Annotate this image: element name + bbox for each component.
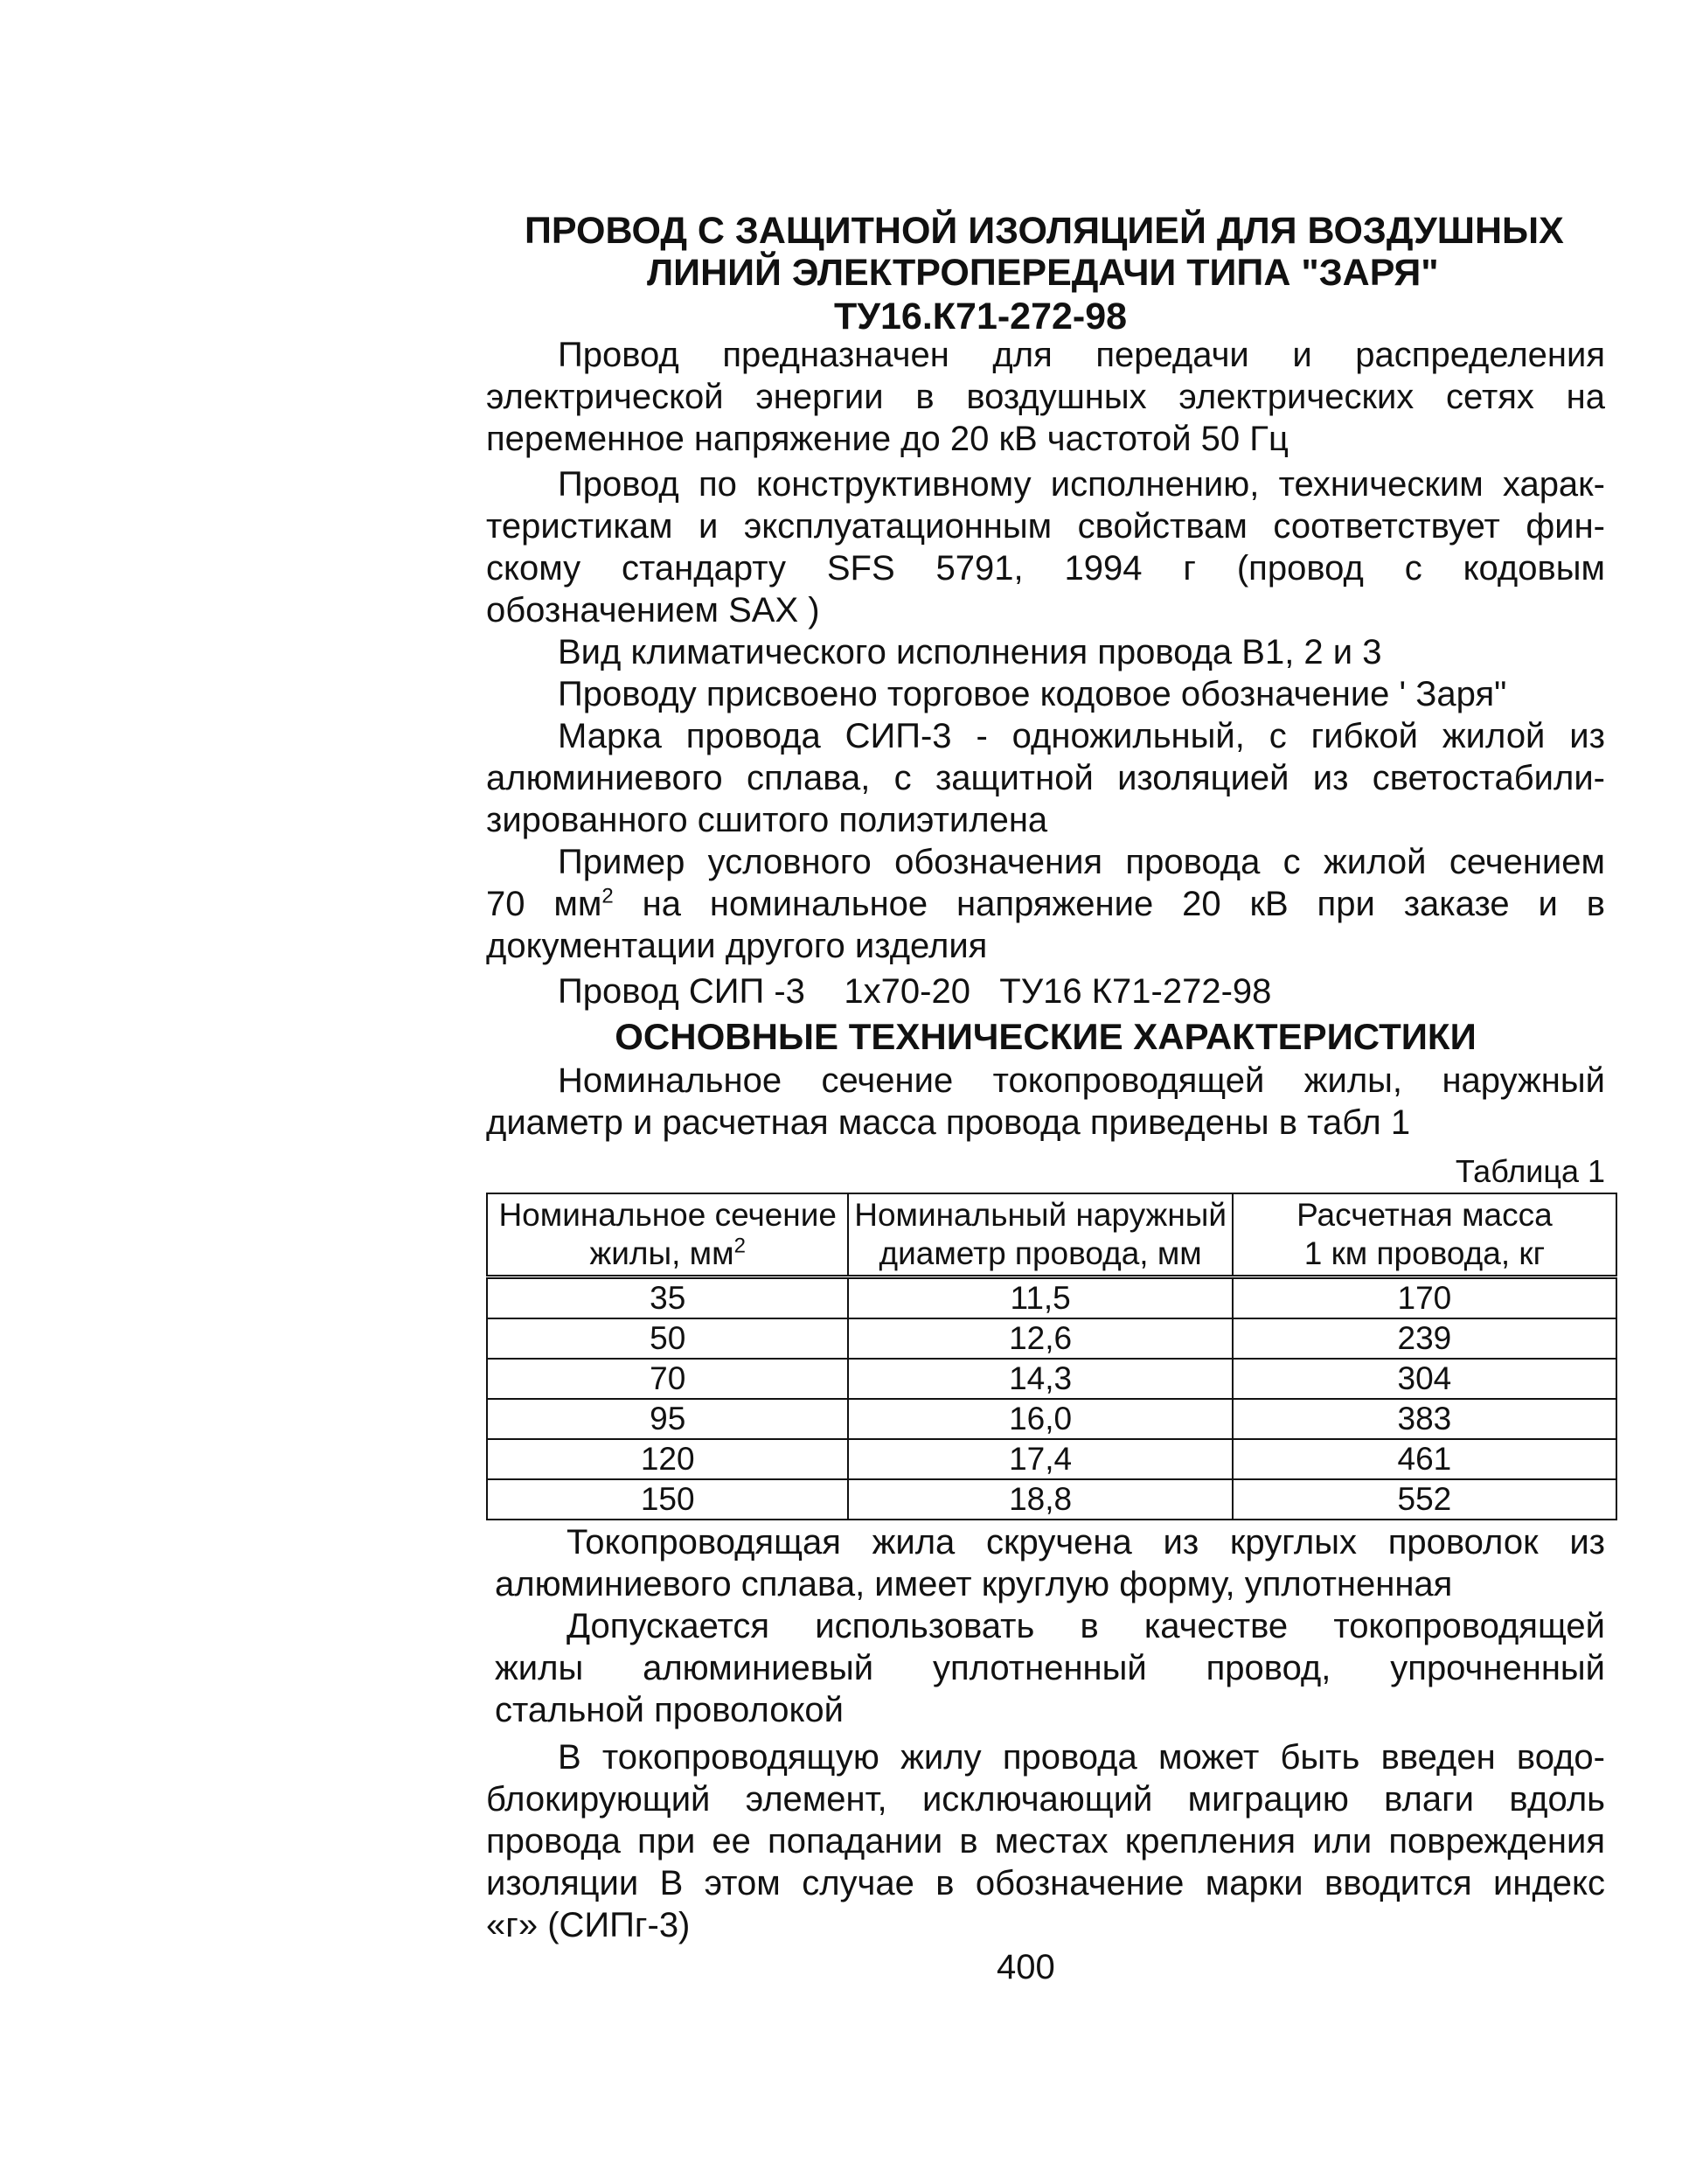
text-line: Пример условного обозначения провода с жилой сечением bbox=[558, 843, 1605, 881]
paragraph-water-blocking bbox=[486, 1736, 1605, 1946]
table-row bbox=[487, 1318, 1616, 1359]
text-line bbox=[486, 883, 1605, 925]
cell-cross-section: 35 bbox=[487, 1277, 848, 1319]
page-number: 400 bbox=[997, 1948, 1055, 1986]
text-line: зированного сшитого полиэтилена bbox=[486, 801, 1048, 839]
text-fragment: 70 мм bbox=[486, 885, 602, 923]
cell-cross-section: 50 bbox=[487, 1318, 848, 1359]
table-row bbox=[487, 1277, 1616, 1319]
cell-outer-diameter: 16,0 bbox=[848, 1399, 1232, 1439]
text-line: В токопроводящую жилу провода может быть введен водо- bbox=[558, 1738, 1605, 1777]
title-line-1: ПРОВОД С ЗАЩИТНОЙ ИЗОЛЯЦИЕЙ ДЛЯ ВОЗДУШНЫХ bbox=[525, 210, 1564, 252]
header-text: Номинальное сечение bbox=[498, 1197, 837, 1233]
cell-mass: 239 bbox=[1233, 1318, 1616, 1359]
cell-mass: 170 bbox=[1233, 1277, 1616, 1319]
header-text: диаметр провода, мм bbox=[879, 1235, 1202, 1271]
cell-cross-section: 70 bbox=[487, 1359, 848, 1399]
header-cross-section bbox=[487, 1193, 848, 1277]
header-text: жилы, мм bbox=[589, 1235, 734, 1271]
text-line: изоляции В этом случае в обозначение марки вводится индекс bbox=[486, 1864, 1605, 1902]
table-caption: Таблица 1 bbox=[1455, 1153, 1605, 1189]
text-fragment: на номинальное напряжение 20 кВ при заказе и в bbox=[613, 885, 1605, 923]
cell-outer-diameter: 14,3 bbox=[848, 1359, 1232, 1399]
paragraph-purpose bbox=[486, 334, 1605, 460]
text-line: теристикам и эксплуатационным свойствам соответствует фин- bbox=[486, 507, 1605, 546]
cell-cross-section: 150 bbox=[487, 1479, 848, 1520]
cell-cross-section: 120 bbox=[487, 1439, 848, 1479]
text-line: обозначением SAX ) bbox=[486, 591, 820, 629]
paragraph-brand bbox=[486, 715, 1605, 841]
table-row bbox=[487, 1479, 1616, 1520]
paragraph-trade-name: Проводу присвоено торговое кодовое обозначение ' Заря" bbox=[558, 675, 1507, 713]
cell-outer-diameter: 11,5 bbox=[848, 1277, 1232, 1319]
table-row bbox=[487, 1439, 1616, 1479]
cell-mass: 552 bbox=[1233, 1479, 1616, 1520]
header-text: Расчетная масса bbox=[1296, 1197, 1553, 1233]
text-line: «г» (СИПг-3) bbox=[486, 1906, 691, 1944]
cell-mass: 461 bbox=[1233, 1439, 1616, 1479]
text-line: алюминиевого сплава, имеет круглую форму, уплотненная bbox=[495, 1565, 1453, 1603]
table-row bbox=[487, 1359, 1616, 1399]
header-mass bbox=[1233, 1193, 1616, 1277]
cell-mass: 383 bbox=[1233, 1399, 1616, 1439]
text-line: скому стандарту SFS 5791, 1994 г (провод с кодовым bbox=[486, 549, 1605, 588]
text-line: диаметр и расчетная масса провода приведены в табл 1 bbox=[486, 1103, 1411, 1142]
text-line: стальной проволокой bbox=[495, 1691, 844, 1729]
cell-cross-section: 95 bbox=[487, 1399, 848, 1439]
text-line: Провод предназначен для передачи и распределения bbox=[558, 336, 1605, 374]
cell-outer-diameter: 12,6 bbox=[848, 1318, 1232, 1359]
text-line: Провод по конструктивному исполнению, техническим харак- bbox=[558, 465, 1605, 504]
text-line: жилы алюминиевый уплотненный провод, упрочненный bbox=[495, 1649, 1605, 1687]
cell-outer-diameter: 18,8 bbox=[848, 1479, 1232, 1520]
text-line: провода при ее попадании в местах крепления или повреждения bbox=[486, 1822, 1605, 1861]
title-line-2: ЛИНИЙ ЭЛЕКТРОПЕРЕДАЧИ ТИПА "ЗАРЯ" bbox=[647, 252, 1439, 294]
title-line-3: ТУ16.К71-272-98 bbox=[834, 296, 1128, 337]
paragraph-climate: Вид климатического исполнения провода В1, 2 и 3 bbox=[558, 633, 1382, 671]
paragraph-conductor bbox=[495, 1521, 1605, 1605]
header-text: 1 км провода, кг bbox=[1303, 1235, 1546, 1271]
superscript: 2 bbox=[601, 884, 614, 908]
section-heading: ОСНОВНЫЕ ТЕХНИЧЕСКИЕ ХАРАКТЕРИСТИКИ bbox=[615, 1016, 1477, 1057]
text-line: Токопроводящая жила скручена из круглых проволок из bbox=[566, 1523, 1605, 1561]
spec-table bbox=[486, 1193, 1617, 1520]
table-header-row bbox=[487, 1193, 1616, 1277]
cell-mass: 304 bbox=[1233, 1359, 1616, 1399]
text-line: блокирующий элемент, исключающий миграцию влаги вдоль bbox=[486, 1780, 1605, 1819]
table-row bbox=[487, 1399, 1616, 1439]
text-line: переменное напряжение до 20 кВ частотой 50 Гц bbox=[486, 420, 1289, 458]
text-line: Номинальное сечение токопроводящей жилы, наружный bbox=[558, 1061, 1605, 1100]
header-outer-diameter bbox=[848, 1193, 1232, 1277]
header-text: Номинальный наружный bbox=[854, 1197, 1227, 1233]
text-line: Допускается использовать в качестве токопроводящей bbox=[566, 1607, 1605, 1645]
text-line: документации другого изделия bbox=[486, 927, 988, 965]
paragraph-designation: Провод СИП -3 1х70-20 ТУ16 К71-272-98 bbox=[558, 972, 1272, 1011]
cell-outer-diameter: 17,4 bbox=[848, 1439, 1232, 1479]
text-line: алюминиевого сплава, с защитной изоляцией из светостабили- bbox=[486, 759, 1605, 797]
text-line: Марка провода СИП-3 - одножильный, с гибкой жилой из bbox=[558, 717, 1605, 755]
paragraph-standard bbox=[486, 463, 1605, 631]
paragraph-example bbox=[486, 841, 1605, 967]
superscript: 2 bbox=[733, 1234, 746, 1258]
paragraph-alternative bbox=[495, 1605, 1605, 1731]
text-line: электрической энергии в воздушных электрических сетях на bbox=[486, 378, 1605, 416]
table-intro bbox=[486, 1060, 1605, 1144]
